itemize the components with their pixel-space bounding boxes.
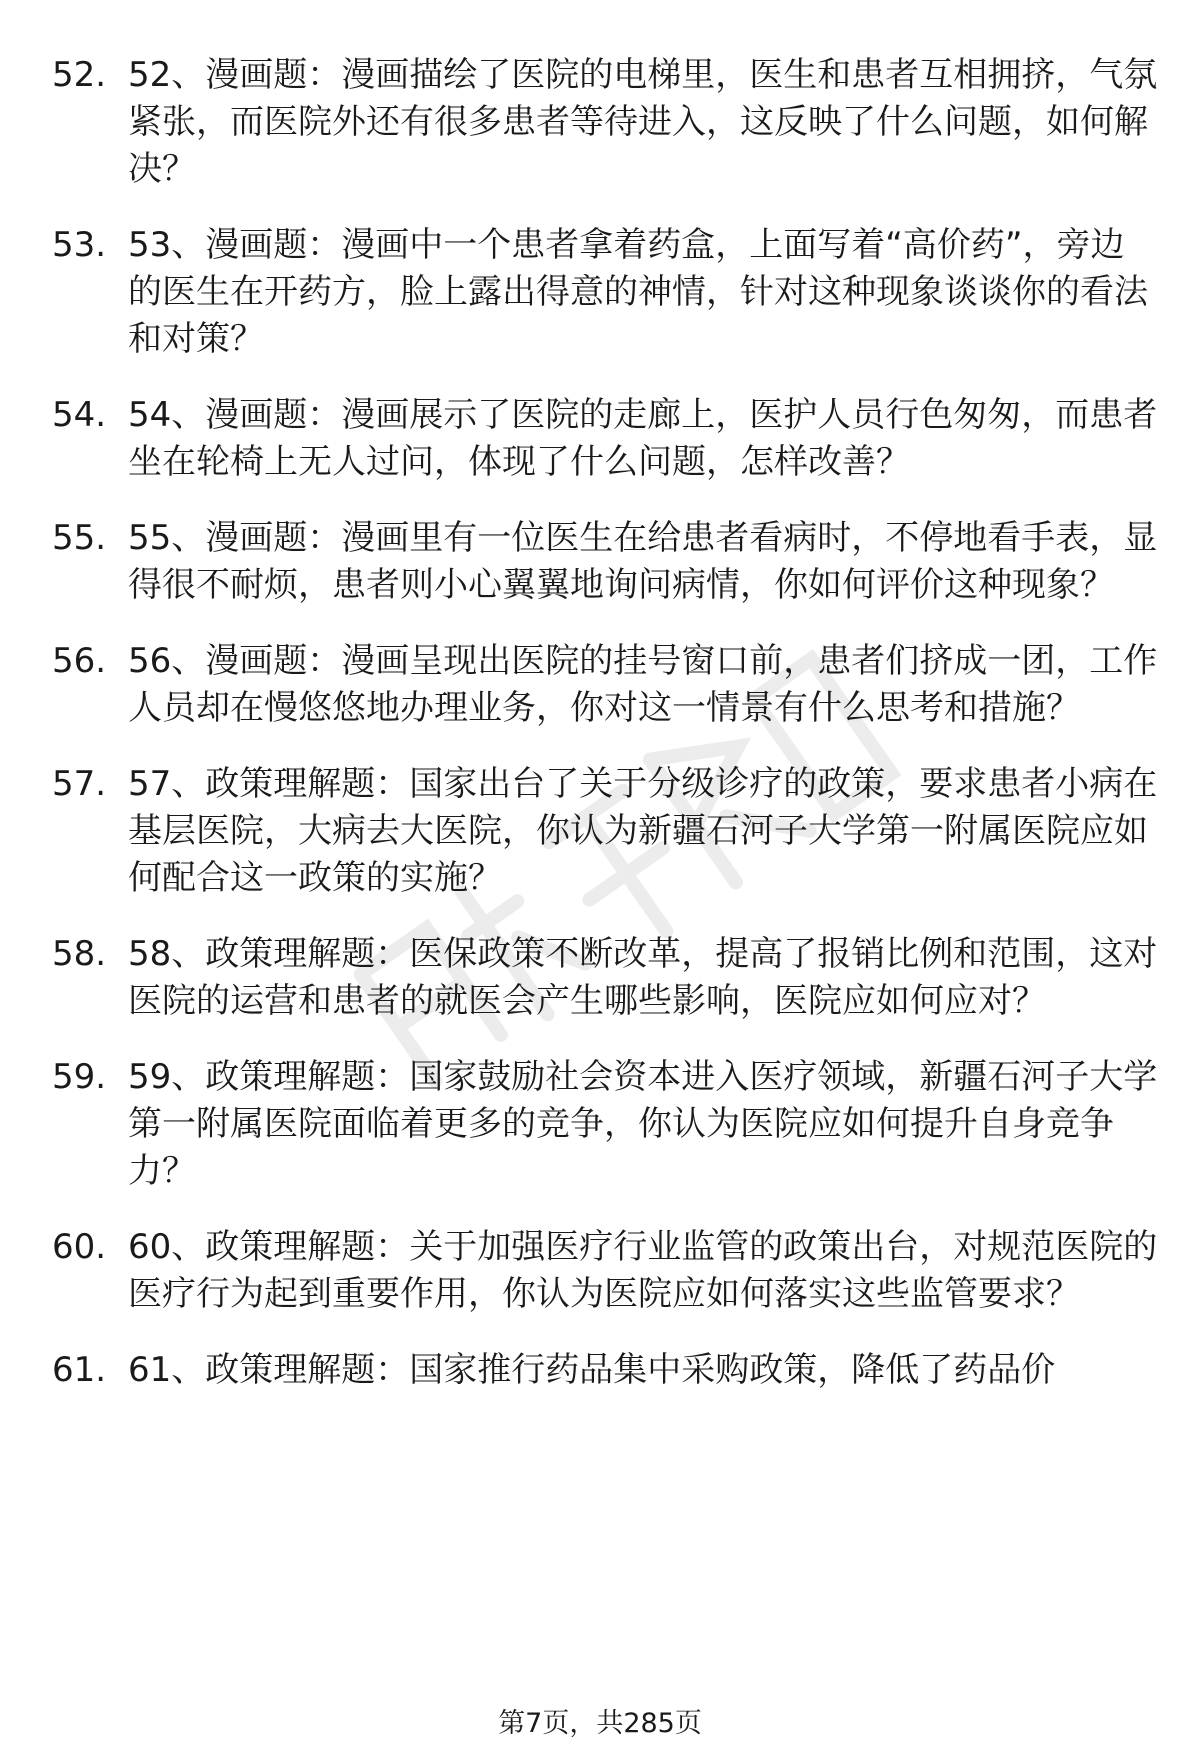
- page-footer: 第7页，共285页: [498, 1708, 702, 1739]
- question-text: 60、政策理解题：关于加强医疗行业监管的政策出台，对规范医院的医疗行为起到重要作用，你认为医院应如何落实这些监管要求？: [128, 1227, 1158, 1314]
- question-text: 54、漫画题：漫画展示了医院的走廊上，医护人员行色匆匆，而患者坐在轮椅上无人过问，体现了什么问题，怎样改善？: [128, 395, 1158, 482]
- question-item-52: [52, 52, 1158, 193]
- question-text: 55、漫画题：漫画里有一位医生在给患者看病时，不停地看手表，显得很不耐烦，患者则小心翼翼地询问病情，你如何评价这种现象？: [128, 518, 1158, 605]
- question-number: 54.: [52, 395, 107, 435]
- question-number: 61.: [52, 1350, 107, 1390]
- question-number: 56.: [52, 641, 107, 681]
- question-item-59: [52, 1054, 1158, 1195]
- question-text: 57、政策理解题：国家出台了关于分级诊疗的政策，要求患者小病在基层医院，大病去大医院，你认为新疆石河子大学第一附属医院应如何配合这一政策的实施？: [128, 764, 1158, 898]
- question-number: 55.: [52, 518, 107, 558]
- question-item-61: [52, 1347, 1152, 1394]
- question-item-56: [52, 638, 1158, 732]
- question-number: 58.: [52, 934, 107, 974]
- question-number: 57.: [52, 764, 107, 804]
- question-item-53: [52, 222, 1152, 363]
- question-item-54: [52, 392, 1158, 486]
- question-text: 58、政策理解题：医保政策不断改革，提高了报销比例和范围，这对医院的运营和患者的就医会产生哪些影响，医院应如何应对？: [128, 934, 1158, 1021]
- question-number: 52.: [52, 55, 107, 95]
- question-text: 59、政策理解题：国家鼓励社会资本进入医疗领域，新疆石河子大学第一附属医院面临着更多的竞争，你认为医院应如何提升自身竞争力？: [128, 1057, 1158, 1191]
- question-text: 53、漫画题：漫画中一个患者拿着药盒，上面写着“高价药”，旁边的医生在开药方，脸上露出得意的神情，针对这种现象谈谈你的看法和对策？: [128, 225, 1148, 359]
- question-number: 60.: [52, 1227, 107, 1267]
- question-item-58: [52, 931, 1158, 1025]
- question-item-57: [52, 761, 1158, 902]
- question-text: 52、漫画题：漫画描绘了医院的电梯里，医生和患者互相拥挤，气氛紧张，而医院外还有很多患者等待进入，这反映了什么问题，如何解决？: [128, 55, 1158, 189]
- question-text: 56、漫画题：漫画呈现出医院的挂号窗口前，患者们挤成一团，工作人员却在慢悠悠地办理业务，你对这一情景有什么思考和措施？: [128, 641, 1158, 728]
- question-item-60: [52, 1224, 1158, 1318]
- question-number: 53.: [52, 225, 107, 265]
- question-text: 61、政策理解题：国家推行药品集中采购政策，降低了药品价: [128, 1350, 1056, 1390]
- question-number: 59.: [52, 1057, 107, 1097]
- question-item-55: [52, 515, 1158, 609]
- question-list: [52, 52, 1158, 1423]
